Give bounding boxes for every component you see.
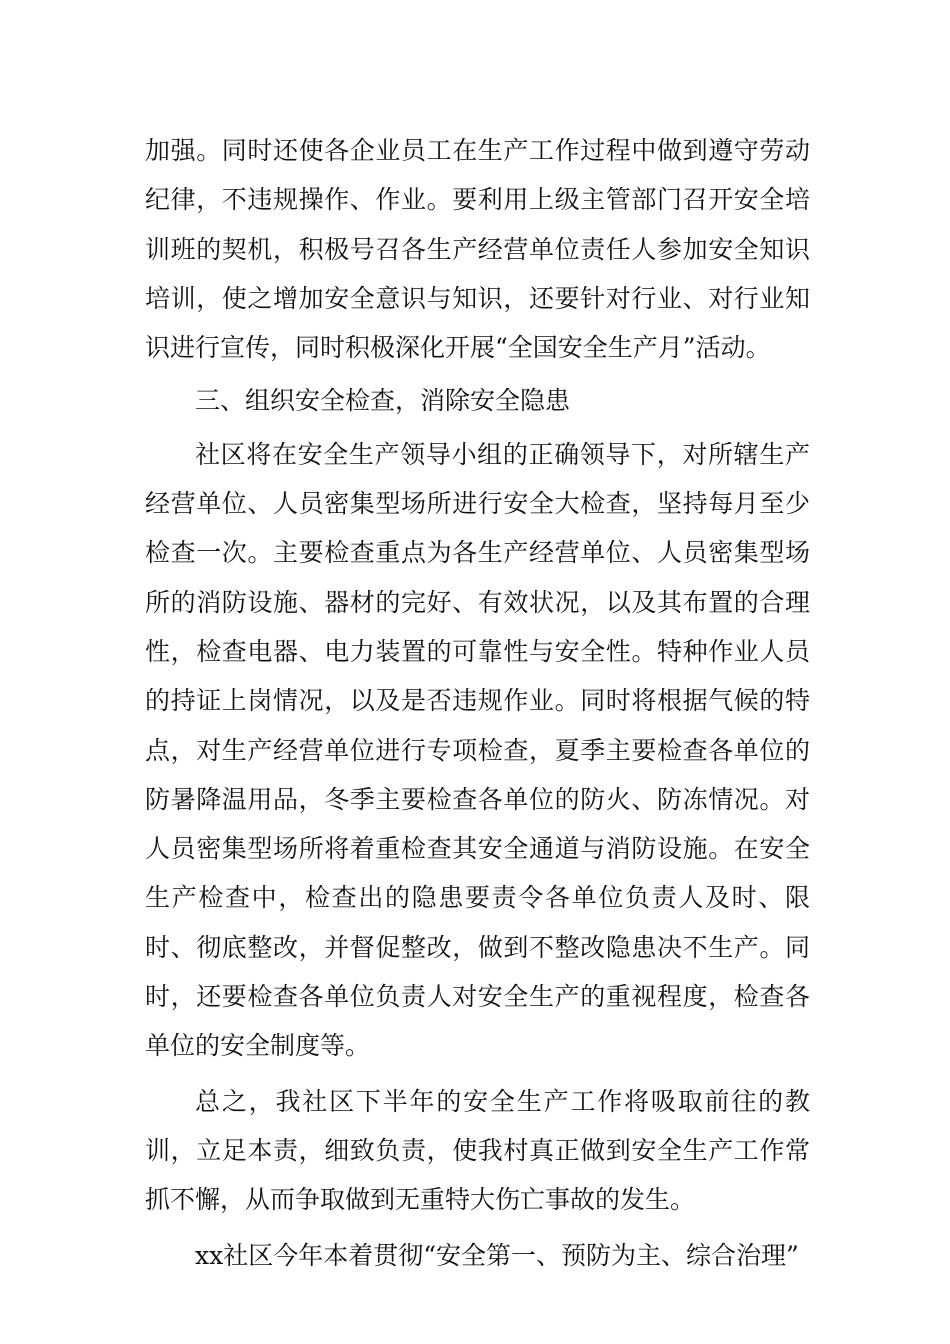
paragraph-continuation: xx社区今年本着贯彻“安全第一、预防为主、综合治理” (195, 1240, 799, 1270)
paragraph-training: 加强。同时还使各企业员工在生产工作过程中做到遵守劳动纪律，不违规操作、作业。要利用上级主管部门召开安全培训班的契机，积极号召各生产经营单位责任人参加安全知识培训，使之增加安全意识与知识，还要针对行业、对行业知识进行宣传，同时积极深化开展“全国安全生产月”活动。 (145, 136, 810, 363)
paragraph-inspection: 社区将在安全生产领导小组的正确领导下，对所辖生产经营单位、人员密集型场所进行安全大检查，坚持每月至少检查一次。主要检查重点为各生产经营单位、人员密集型场所的消防设施、器材的完好、有效状况，以及其布置的合理性，检查电器、电力装置的可靠性与安全性。特种作业人员的持证上岗情况，以及是否违规作业。同时将根据气候的特点，对生产经营单位进行专项检查，夏季主要检查各单位的防暑降温用品，冬季主要检查各单位的防火、防冻情况。对人员密集型场所将着重检查其安全通道与消防设施。在安全生产检查中，检查出的隐患要责令各单位负责人及时、限时、彻底整改，并督促整改，做到不整改隐患决不生产。同时，还要检查各单位负责人对安全生产的重视程度，检查各单位的安全制度等。 (145, 439, 810, 1061)
section-heading-inspection: 三、组织安全检查，消除安全隐患 (195, 386, 571, 416)
document-body (145, 126, 810, 1280)
paragraph-summary: 总之，我社区下半年的安全生产工作将吸取前往的教训，立足本责，细致负责，使我村真正做到安全生产工作常抓不懈，从而争取做到无重特大伤亡事故的发生。 (145, 1086, 810, 1215)
